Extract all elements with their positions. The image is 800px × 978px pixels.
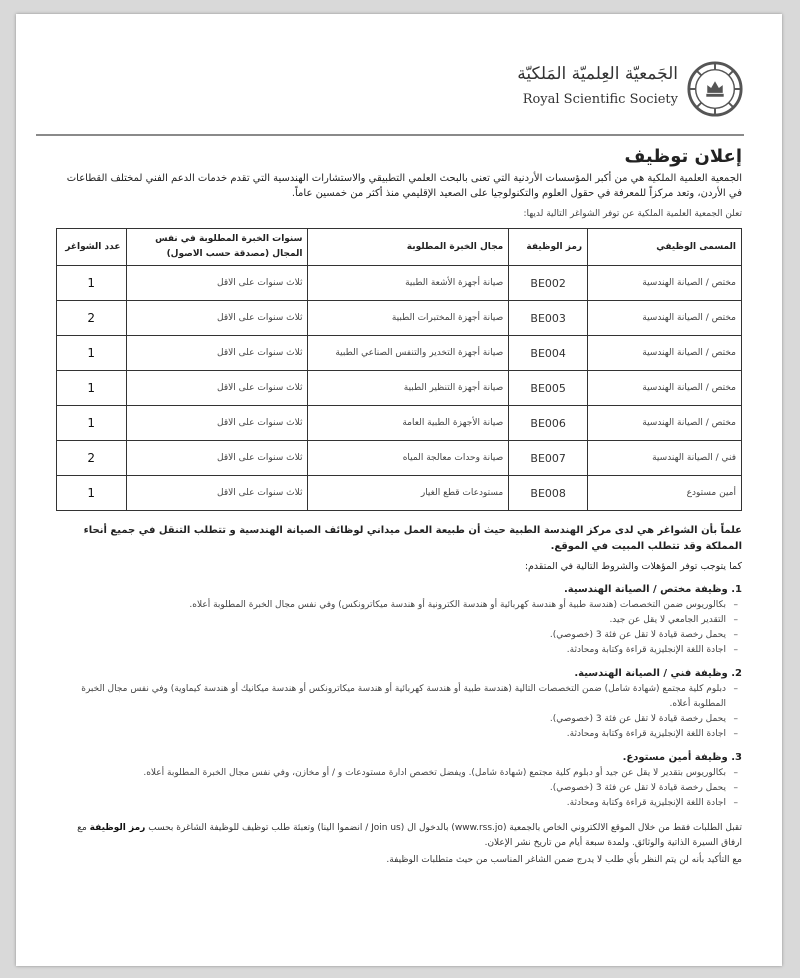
cell-field: صيانة أجهزة المختبرات الطبية (308, 301, 509, 336)
cell-field: صيانة أجهزة الأشعة الطبية (308, 266, 509, 301)
list-item: – بكالوريوس ضمن التخصصات (هندسة طبية أو هندسة كهربائية أو هندسة الكترونية أو هندسة ميكاترونكس) وفي نفس مجال الخبرة المطلوبة أعلاه. (56, 598, 726, 613)
application-instructions (56, 821, 742, 851)
header-divider (36, 134, 744, 136)
cell-title: مختص / الصيانة الهندسية (588, 301, 742, 336)
cell-title: مختص / الصيانة الهندسية (588, 336, 742, 371)
apply-text-part1: تقبل الطلبات فقط من خلال الموقع الالكتروني الخاص بالجمعية (www.rss.jo) بالدخول ال (Join us / انضموا الينا) وتعبئة طلب توظيف للوظيفة الشاغرة بحسب (148, 823, 742, 833)
cell-years: ثلاث سنوات على الاقل (126, 406, 308, 441)
requirements-list (56, 598, 742, 658)
cell-code: BE002 (509, 266, 588, 301)
list-item: – التقدير الجامعي لا يقل عن جيد. (56, 613, 726, 628)
table-row (57, 266, 742, 301)
list-item: – اجادة اللغة الإنجليزية قراءة وكتابة ومحادثة. (56, 796, 726, 811)
requirements-section (56, 666, 742, 742)
announcement-title: إعلان توظيف (624, 146, 742, 167)
requirements-list (56, 766, 742, 811)
cell-count: 1 (57, 476, 127, 511)
cell-title: مختص / الصيانة الهندسية (588, 266, 742, 301)
vacancies-table (56, 228, 742, 511)
list-item: – يحمل رخصة قيادة لا تقل عن فئة 3 (خصوصي). (56, 781, 726, 796)
vacancies-lead: تعلن الجمعية العلمية الملكية عن توفر الشواغر التالية لديها: (523, 209, 742, 219)
cell-count: 1 (57, 406, 127, 441)
announcement-body (56, 146, 742, 868)
list-item: – بكالوريوس بتقدير لا يقل عن جيد أو دبلوم كلية مجتمع (شهادة شامل). ويفضل تخصص ادارة مستودعات و / أو مخازن، وفي نفس مجال الخبرة المطلوبة أعلاه. (56, 766, 726, 781)
intro-paragraph: الجمعية العلمية الملكية هي من أكبر المؤسسات الأردنية التي تعنى بالبحث العلمي التطبيقي والاستشارات الهندسية التي تقدم خدمات الدعم الفني لمختلف القطاعات في الأردن، وتعد مركزاً للمعرفة في حقول العلوم والتكنولوجيا على الصعيد الإقليمي منذ أكثر من خمسين عاماً. (66, 173, 742, 199)
col-header-years: سنوات الخبرة المطلوبة في نفس المجال (مصدقة حسب الاصول) (126, 229, 308, 266)
section-title: 2. وظيفة فني / الصيانة الهندسية. (574, 668, 742, 679)
cell-count: 2 (57, 301, 127, 336)
cell-title: فني / الصيانة الهندسية (588, 441, 742, 476)
cell-count: 1 (57, 266, 127, 301)
requirements-lead: كما يتوجب توفر المؤهلات والشروط التالية في المتقدم: (524, 561, 742, 572)
section-title: 1. وظيفة مختص / الصيانة الهندسية. (563, 584, 742, 595)
cell-years: ثلاث سنوات على الاقل (126, 301, 308, 336)
cell-code: BE006 (509, 406, 588, 441)
requirements-section (56, 750, 742, 811)
cell-field: صيانة وحدات معالجة المياه (308, 441, 509, 476)
col-header-code: رمز الوظيفة (509, 229, 588, 266)
cell-years: ثلاث سنوات على الاقل (126, 441, 308, 476)
document-page (16, 14, 782, 966)
application-note: مع التأكيد بأنه لن يتم النظر بأي طلب لا يدرج ضمن الشاغر المناسب من حيث متطلبات الوظيفة. (386, 855, 742, 865)
cell-years: ثلاث سنوات على الاقل (126, 266, 308, 301)
cell-code: BE003 (509, 301, 588, 336)
table-row (57, 336, 742, 371)
cell-years: ثلاث سنوات على الاقل (126, 336, 308, 371)
apply-text-part2: مع ارفاق السيرة الذاتية والوثائق. ولمدة سبعة أيام من تاريخ نشر الإعلان. (77, 823, 742, 848)
list-item: – اجادة اللغة الإنجليزية قراءة وكتابة ومحادثة. (56, 727, 726, 742)
section-title: 3. وظيفة أمين مستودع. (622, 752, 742, 763)
table-row (57, 476, 742, 511)
cell-code: BE005 (509, 371, 588, 406)
cell-title: مختص / الصيانة الهندسية (588, 371, 742, 406)
letterhead (16, 14, 782, 134)
cell-code: BE008 (509, 476, 588, 511)
cell-field: صيانة الأجهزة الطبية العامة (308, 406, 509, 441)
field-work-notice: علماً بأن الشواغر هي لدى مركز الهندسة الطبية حيث أن طبيعة العمل ميداني لوظائف الصيانة الهندسية و تتطلب التنقل في جميع أنحاء المملكة وقد تتطلب المبيت في الموقع. (83, 525, 742, 552)
table-header-row (57, 229, 742, 266)
requirements-section (56, 582, 742, 658)
table-row (57, 441, 742, 476)
rss-seal-logo (686, 60, 744, 118)
cell-field: صيانة أجهزة التنظير الطبية (308, 371, 509, 406)
cell-field: صيانة أجهزة التخدير والتنفس الصناعي الطبية (308, 336, 509, 371)
cell-years: ثلاث سنوات على الاقل (126, 371, 308, 406)
list-item: – يحمل رخصة قيادة لا تقل عن فئة 3 (خصوصي). (56, 712, 726, 727)
col-header-field: مجال الخبرة المطلوبة (308, 229, 509, 266)
list-item: – اجادة اللغة الإنجليزية قراءة وكتابة ومحادثة. (56, 643, 726, 658)
list-item: – يحمل رخصة قيادة لا تقل عن فئة 3 (خصوصي). (56, 628, 726, 643)
cell-count: 1 (57, 336, 127, 371)
cell-title: مختص / الصيانة الهندسية (588, 406, 742, 441)
cell-code: BE004 (509, 336, 588, 371)
cell-title: أمين مستودع (588, 476, 742, 511)
list-item: – دبلوم كلية مجتمع (شهادة شامل) ضمن التخصصات التالية (هندسة طبية أو هندسة كهربائية أو هندسة ميكاترونكس أو هندسة ميكانيك أو هندسة كيماوية) وفي نفس مجال الخبرة المطلوبة أعلاه. (56, 682, 726, 712)
cell-count: 1 (57, 371, 127, 406)
table-row (57, 406, 742, 441)
table-row (57, 301, 742, 336)
col-header-title: المسمى الوظيفي (588, 229, 742, 266)
requirements-list (56, 682, 742, 742)
cell-code: BE007 (509, 441, 588, 476)
org-name-english: Royal Scientific Society (522, 92, 678, 107)
cell-field: مستودعات قطع الغيار (308, 476, 509, 511)
col-header-count: عدد الشواغر (57, 229, 127, 266)
cell-count: 2 (57, 441, 127, 476)
org-name-arabic: الجَمعيّة العِلميّة المَلكيّة (517, 64, 678, 84)
table-row (57, 371, 742, 406)
cell-years: ثلاث سنوات على الاقل (126, 476, 308, 511)
apply-text-bold: رمز الوظيفة (89, 823, 146, 833)
